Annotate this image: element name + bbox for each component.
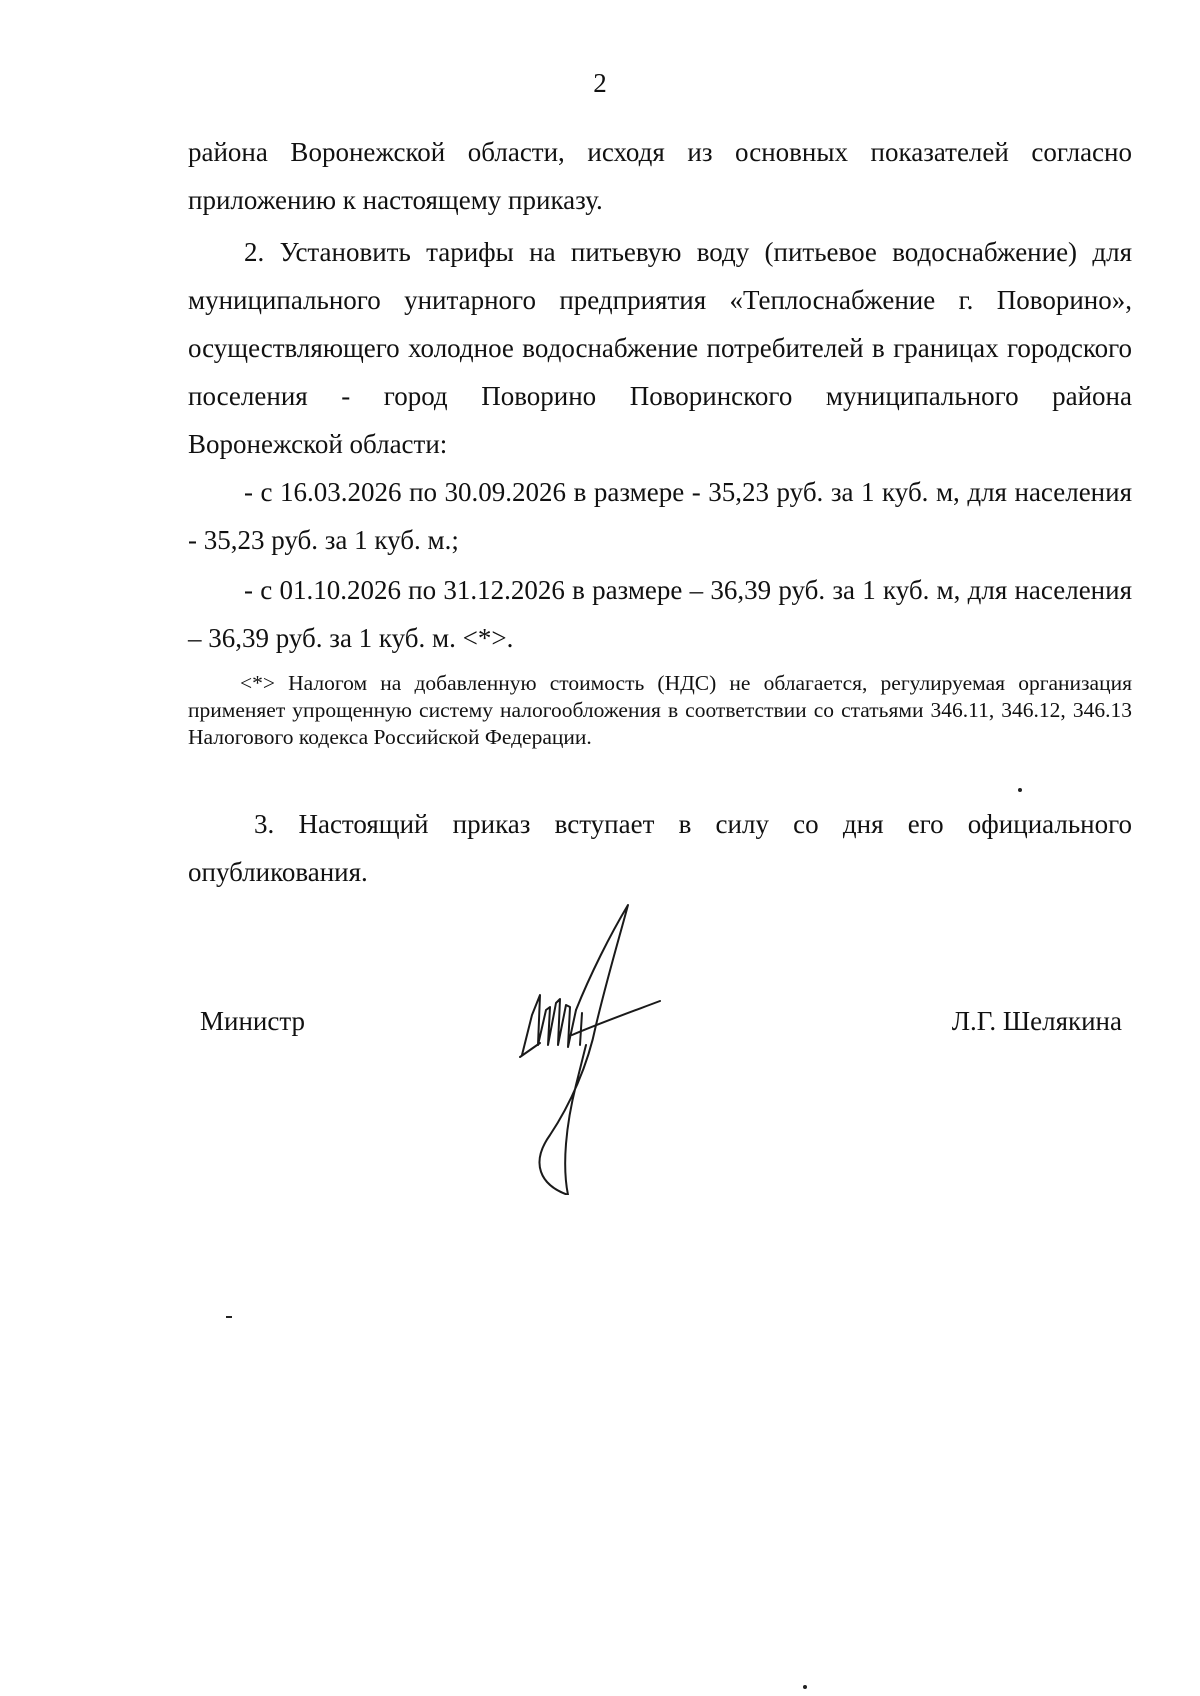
scan-speck [1018,788,1022,792]
scan-speck [226,1316,232,1318]
signatory-title: Министр [200,1006,305,1036]
paragraph-text: 3. Настоящий приказ вступает в силу со дня его официального опубликования. [188,809,1132,887]
signatory-name: Л.Г. Шелякина [951,1006,1122,1036]
paragraph-text: - с 16.03.2026 по 30.09.2026 в размере - 35,23 руб. за 1 куб. м, для населения - 35,23 руб. за 1 куб. м.; [188,477,1132,555]
paragraph-item-3 [188,800,1132,896]
handwritten-signature-icon [510,895,670,1195]
paragraph-text: - с 01.10.2026 по 31.12.2026 в размере – 36,39 руб. за 1 куб. м, для населения – 36,39 руб. за 1 куб. м. <*>. [188,575,1132,653]
tariff-period-2 [188,566,1132,662]
paragraph-text: района Воронежской области, исходя из основных показателей согласно приложению к настоящему приказу. [188,137,1132,215]
scan-speck [803,1685,807,1689]
paragraph-text: 2. Установить тарифы на питьевую воду (питьевое водоснабжение) для муниципального унитарного предприятия «Теплоснабжение г. Поворино», осуществляющего холодное водоснабжение потребителей в границах городского поселения - город Поворино Поворинского муниципального района Воронежской области: [188,237,1132,459]
tariff-period-1 [188,468,1132,564]
paragraph-item-2 [188,228,1132,468]
footnote [188,670,1132,751]
footnote-text: <*> Налогом на добавленную стоимость (НДС) не облагается, регулируемая организация применяет упрощенную систему налогообложения в соответствии со статьями 346.11, 346.12, 346.13 Налогового кодекса Российской Федерации. [188,671,1132,749]
paragraph-continuation [188,128,1132,224]
page-number: 2 [593,68,607,98]
